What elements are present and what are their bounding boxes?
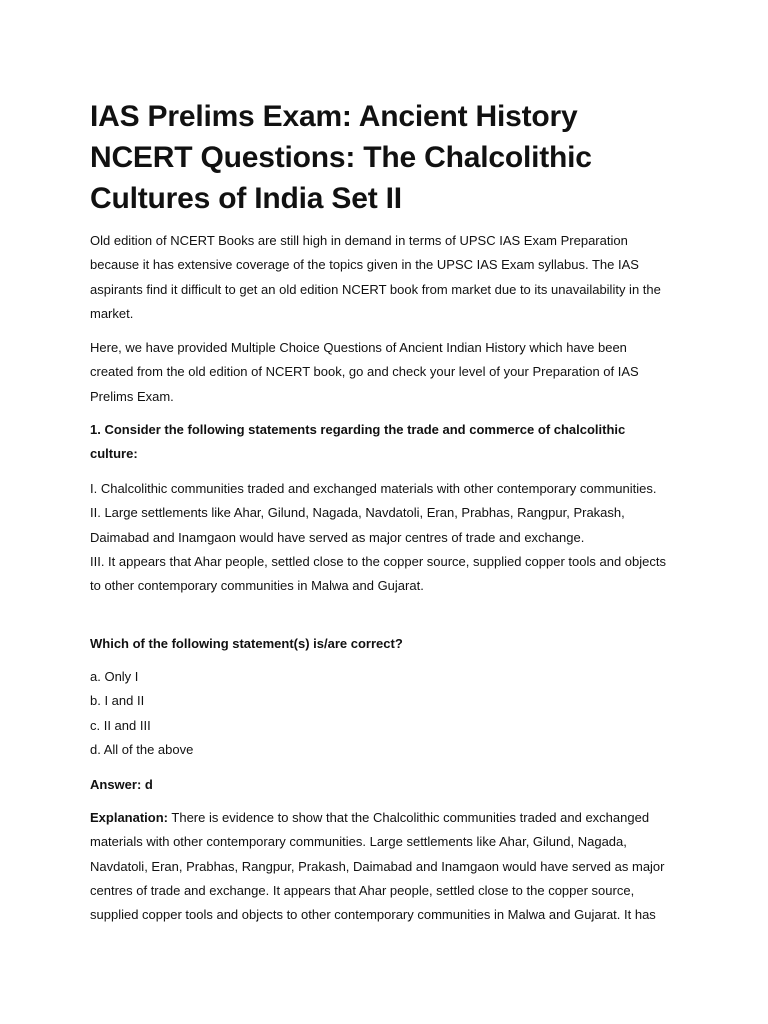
- text-line: Which of the following statement(s) is/are correct?: [90, 636, 403, 651]
- explanation-paragraph: [90, 806, 690, 927]
- text-line: 1. Consider the following statements regarding the trade and commerce of chalcolithic: [90, 422, 626, 437]
- statement-line: to other contemporary communities in Malwa and Gujarat.: [90, 578, 424, 594]
- text-line: because it has extensive coverage of the topics given in the UPSC IAS Exam syllabus. The IAS: [90, 257, 639, 273]
- text-line: culture:: [90, 446, 138, 462]
- option-a: a. Only I: [90, 669, 139, 684]
- question-statements: [90, 477, 690, 598]
- title-line: IAS Prelims Exam: Ancient History: [90, 100, 578, 133]
- question-prompt: [90, 632, 690, 656]
- statement-line: II. Large settlements like Ahar, Gilund, Nagada, Navdatoli, Eran, Prabhas, Rangpur, Prakash,: [90, 505, 625, 521]
- statement-line: Daimabad and Inamgaon would have served as major centres of trade and exchange.: [90, 529, 585, 545]
- text-line: centres of trade and exchange. It appears that Ahar people, settled close to the copper source,: [90, 882, 635, 898]
- option-d: d. All of the above: [90, 741, 194, 757]
- option-c: c. II and III: [90, 717, 151, 733]
- answer-text: Answer: d: [90, 777, 153, 792]
- text-line: [90, 806, 690, 830]
- text-line: Navdatoli, Eran, Prabhas, Rangpur, Prakash, Daimabad and Inamgaon would have served as major: [90, 858, 665, 874]
- text-line: aspirants find it difficult to get an old edition NCERT book from market due to its unavailability in the: [90, 281, 661, 297]
- text-line: market.: [90, 305, 134, 321]
- statement-line: I. Chalcolithic communities traded and exchanged materials with other contemporary communities.: [90, 481, 657, 496]
- text-line: Prelims Exam.: [90, 388, 174, 404]
- title-line: NCERT Questions: The Chalcolithic: [90, 141, 592, 174]
- answer-options: [90, 665, 690, 762]
- text-line: Old edition of NCERT Books are still high in demand in terms of UPSC IAS Exam Preparation: [90, 233, 628, 248]
- text-line: supplied copper tools and objects to other contemporary communities in Malwa and Gujarat. It has: [90, 907, 656, 923]
- question-heading: [90, 418, 690, 467]
- text-line: materials with other contemporary communities. Large settlements like Ahar, Gilund, Nagada,: [90, 834, 627, 850]
- answer: [90, 773, 690, 797]
- intro-paragraph-2: [90, 336, 690, 409]
- option-b: b. I and II: [90, 693, 145, 709]
- intro-paragraph-1: [90, 229, 690, 326]
- statement-line: III. It appears that Ahar people, settled close to the copper source, supplied copper tools and objects: [90, 553, 666, 569]
- title-line: Cultures of India Set II: [90, 182, 402, 215]
- explanation-label: Explanation:: [90, 810, 169, 825]
- page-title: [90, 96, 690, 219]
- explanation-first-line: There is evidence to show that the Chalcolithic communities traded and exchanged: [168, 810, 650, 825]
- text-line: Here, we have provided Multiple Choice Questions of Ancient Indian History which have been: [90, 340, 627, 355]
- text-line: created from the old edition of NCERT book, go and check your level of your Preparation of IAS: [90, 364, 639, 380]
